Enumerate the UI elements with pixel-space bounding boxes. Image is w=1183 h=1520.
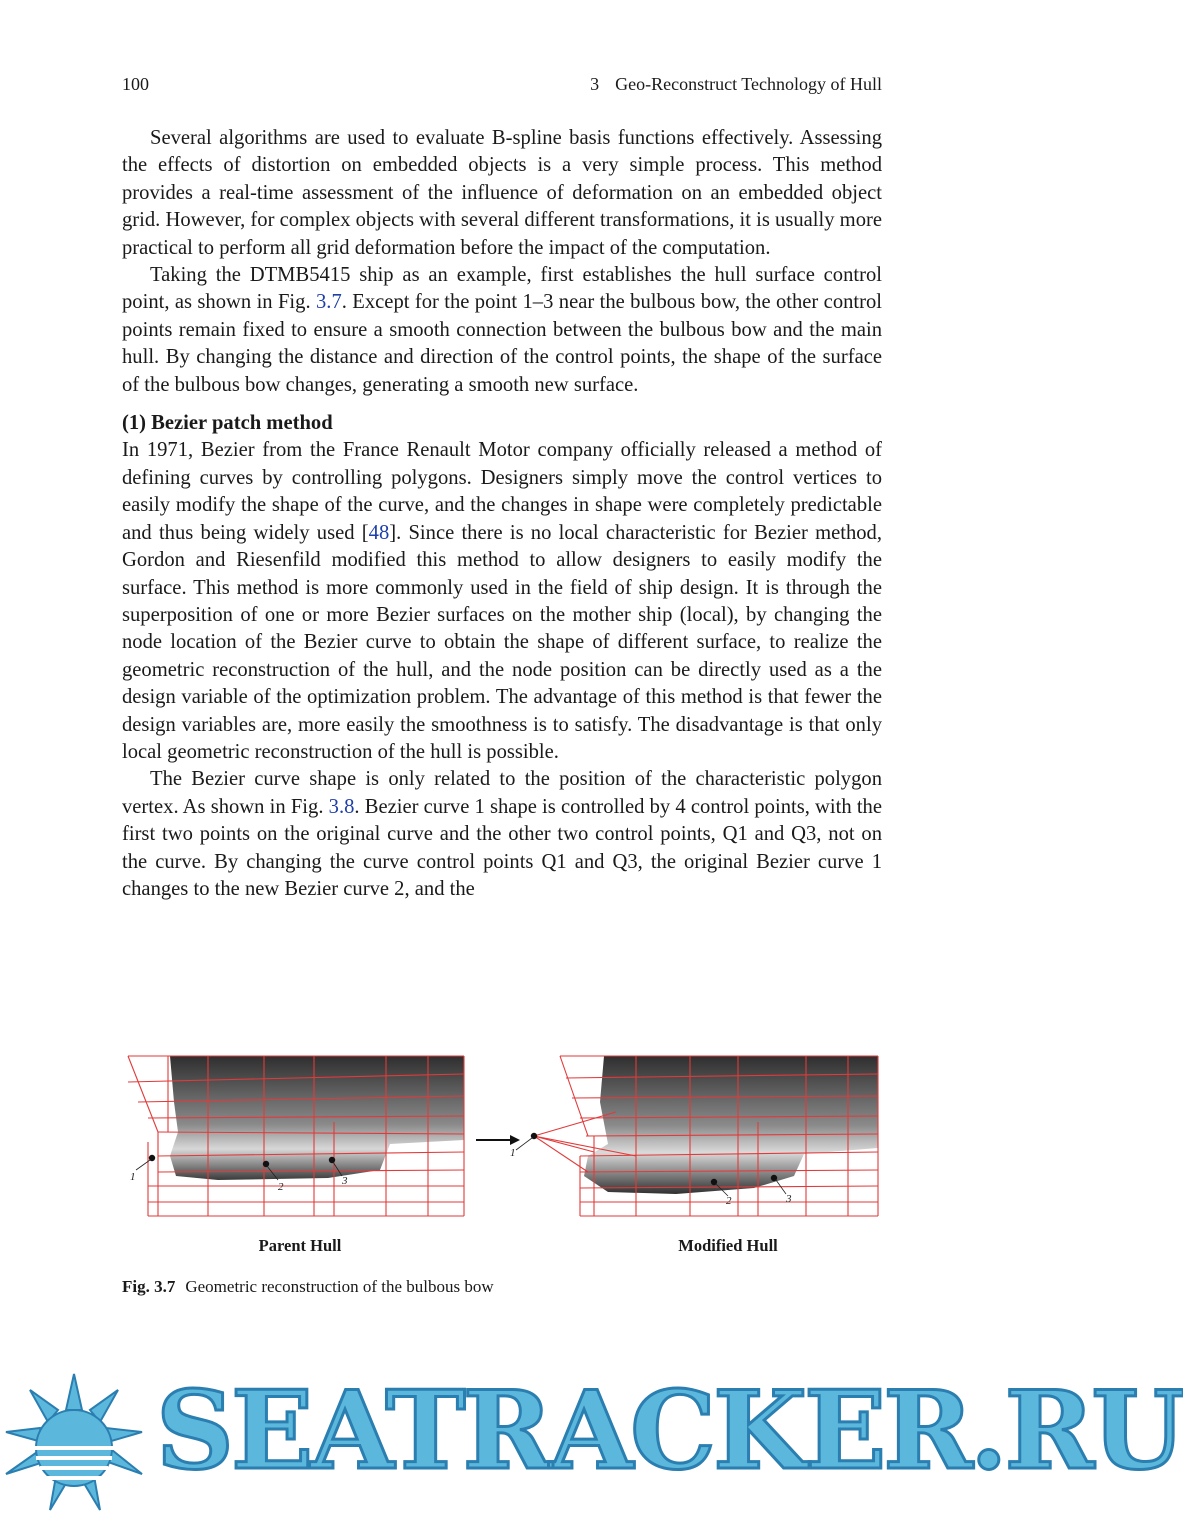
paragraph-4 bbox=[122, 766, 882, 903]
control-point-3 bbox=[329, 1157, 335, 1163]
point-label-2: 2 bbox=[278, 1181, 284, 1193]
chapter-title: Geo-Reconstruct Technology of Hull bbox=[615, 74, 882, 94]
parent-hull-label: Parent Hull bbox=[258, 1236, 342, 1255]
page-number: 100 bbox=[122, 74, 149, 94]
modified-hull-label: Modified Hull bbox=[678, 1236, 778, 1255]
point-label-3-modified: 3 bbox=[786, 1193, 792, 1205]
citation-ref-48[interactable]: 48 bbox=[368, 521, 390, 544]
control-point-2 bbox=[263, 1161, 269, 1167]
paragraph-3 bbox=[122, 437, 882, 766]
section-heading: (1) Bezier patch method bbox=[122, 412, 333, 435]
arrow-head-icon bbox=[510, 1135, 520, 1145]
modified-hull-image bbox=[476, 1052, 878, 1220]
paragraph-2-text-b: . Except for the point 1–3 near the bulbous bow, the other control points remain fixed to ensure a smooth connection between the bulbous bow and the main hull. By changing the distance and direction of the control points, the shape of the surface of the bulbous bow changes, generating a smooth new surface. bbox=[122, 291, 883, 396]
body-text bbox=[122, 125, 882, 903]
point-label-3: 3 bbox=[342, 1175, 348, 1187]
watermark-text: SEATRACKER.RU bbox=[156, 1368, 1183, 1494]
figure-ref-3-8[interactable]: 3.8 bbox=[328, 795, 355, 818]
point-label-1: 1 bbox=[130, 1171, 136, 1183]
paragraph-1: Several algorithms are used to evaluate B-spline basis functions effectively. Assessing the effects of distortion on embedded objects is a very simple process. This method provides a real-time assessment of the influence of deformation on an embedded object grid. However, for complex objects with several different transformations, it is usually more practical to perform all grid deformation before the impact of the computation. bbox=[122, 127, 882, 259]
chapter-number: 3 bbox=[590, 74, 600, 94]
figure-caption bbox=[122, 1276, 494, 1298]
point-label-2-modified: 2 bbox=[726, 1195, 732, 1207]
point-label-1-modified: 1 bbox=[510, 1147, 516, 1159]
paragraph-4-text-a: The Bezier curve shape is only related to the position of the characteristic polygon vertex. As shown in Fig. bbox=[122, 768, 882, 818]
paragraph-3-text-a: In 1971, Bezier from the France Renault Motor company officially released a method of defining curves by controlling polygons. Designers simply move the control vertices to easily modify the shape of the curve, and the changes in shape were completely predictable and thus being widely used [ bbox=[122, 439, 882, 544]
parent-hull-image bbox=[128, 1052, 464, 1220]
caption-text: Geometric reconstruction of the bulbous bow bbox=[185, 1277, 494, 1296]
sun-icon bbox=[6, 1374, 142, 1510]
paragraph-4-text-b: . Bezier curve 1 shape is controlled by 4 control points, with the first two points on the original curve and the other two control points, Q1 and Q3, not on the curve. By changing the curve control points Q1 and Q3, the original Bezier curve 1 changes to the new Bezier curve 2, and the bbox=[122, 795, 882, 900]
paragraph-3-text-b: ]. Since there is no local characteristic for Bezier method, Gordon and Riesenfild modified this method to allow designers to easily modify the surface. This method is more commonly used in the field of ship design. It is through the superposition of one or more Bezier surfaces on the mother ship (local), by changing the node location of the Bezier curve to obtain the shape of different surface, to realize the geometric reconstruction of the hull, and the node position can be directly used as a the design variable of the optimization problem. The advantage of this method is that fewer the design variables are, more easily the smoothness is to satisfy. The disadvantage is that only local geometric reconstruction of the hull is possible. bbox=[122, 521, 883, 763]
chapter-heading bbox=[590, 72, 882, 96]
running-header bbox=[122, 72, 882, 96]
paragraph-2-text-a: Taking the DTMB5415 ship as an example, first establishes the hull surface control point, as shown in Fig. bbox=[122, 264, 882, 314]
caption-label: Fig. 3.7 bbox=[122, 1277, 176, 1296]
figure-ref-3-7[interactable]: 3.7 bbox=[316, 291, 342, 314]
paragraph-2 bbox=[122, 262, 882, 399]
